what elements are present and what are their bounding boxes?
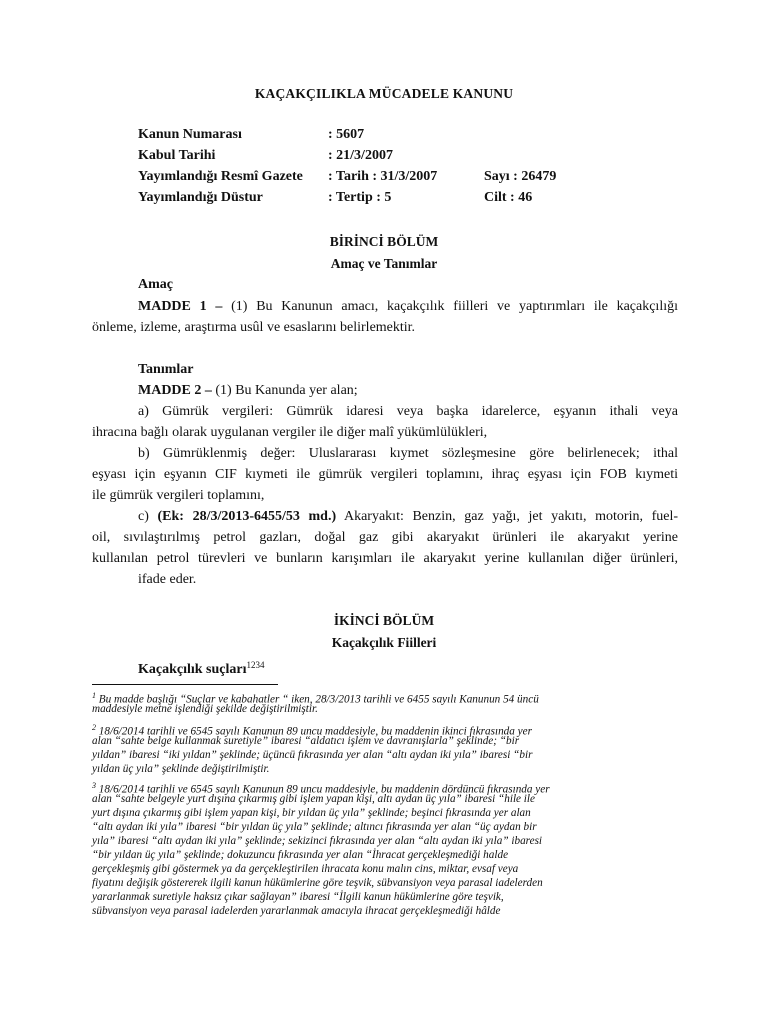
madde1-line1 (138, 296, 678, 317)
footnote-3-line3: yurt dışına çıkarmış gibi işlem yapan kişi, bir yıldan üç yıla” şeklinde; beşinci fıkrasında yer alan (92, 807, 531, 819)
definition-c-line3: kullanılan petrol türevleri ve bunların karışımları ile akaryakıt yerine kullanılan diğer ürünleri, (92, 551, 678, 566)
kacakcilik-suclari-label (138, 655, 678, 680)
dustur-label: Yayımlandığı Düstur (138, 190, 263, 205)
footnote-3-line8: fiyatını değişik göstererek ilgili kanun hükümlerine göre teşvik, sübvansiyon veya parasal iadelerden (92, 877, 543, 889)
kacakcilik-suclari-text: Kaçakçılık suçları (138, 662, 247, 677)
section1-subheading: Amaç ve Tanımlar (330, 256, 438, 271)
definition-b-line1: b) Gümrüklenmiş değer: Uluslararası kıymet sözleşmesine göre belirlenecek; ithal (138, 446, 678, 461)
definition-c-line1 (138, 506, 678, 527)
footnote-2-text1: 18/6/2014 tarihli ve 6545 sayılı Kanunun 89 uncu maddesiyle, bu maddenin ikinci fıkrasında yer (96, 725, 532, 738)
section1-heading: BİRİNCİ BÖLÜM (329, 234, 439, 249)
ifade-eder: ifade eder. (138, 572, 197, 587)
madde2-line1 (138, 380, 678, 401)
footnote-refs: 1234 (246, 660, 265, 670)
resmi-gazete-label: Yayımlandığı Resmî Gazete (138, 169, 303, 184)
footnote-2-number: 2 (92, 723, 96, 732)
footnote-3-number: 3 (92, 781, 96, 790)
footnote-3-line9: yararlanmak suretiyle haksız çıkar sağlayan” ibaresi “İlgili kanun hükümlerine göre teşvik, (92, 891, 504, 903)
footnote-2-line3: yıldan” ibaresi “iki yıldan” şeklinde; üçüncü fıkrasında yer alan “altı aydan iki yıla” ibaresi “bir (92, 749, 533, 761)
footnote-1-text1: Bu madde başlığı “Suçlar ve kabahatler “ iken, 28/3/2013 tarihli ve 6455 sayılı Kanunun 54 üncü (96, 693, 539, 706)
resmi-gazete-tarih: : Tarih : 31/3/2007 (328, 169, 438, 184)
footnote-3-line4: “altı aydan iki yıla” ibaresi “bir yıldan üç yıla” şeklinde; altıncı fıkrasında yer alan “üç aydan bir (92, 821, 537, 833)
section2-heading: İKİNCİ BÖLÜM (333, 613, 435, 628)
definition-a-line2: ihracına bağlı olarak uygulanan vergiler ile diğer malî yükümlülükleri, (92, 425, 488, 440)
madde2-label: MADDE 2 – (138, 383, 212, 398)
section2-subheading: Kaçakçılık Fiilleri (331, 635, 437, 650)
footnote-3-line7: gerçekleşmiş gibi göstermek ya da gerçekleştirilen ihracata konu malın cins, miktar, evsaf veya (92, 863, 519, 875)
definition-c-line2: oil, sıvılaştırılmış petrol gazları, doğal gaz gibi akaryakıt ürünleri ile akaryakıt yerine (92, 530, 678, 545)
madde1-label: MADDE 1 – (138, 299, 223, 314)
footnote-1-number: 1 (92, 691, 96, 700)
footnote-3-line10: sübvansiyon veya parasal iadelerden yararlanmak amacıyla ihracat gerçekleşmediği hâlde (92, 905, 501, 917)
footnote-3-line6: “bir yıldan üç yıla” şeklinde; dokuzuncu fıkrasında yer alan “İhracat gerçekleşmediği halde (92, 849, 509, 861)
footnote-2-line4: yıldan üç yıla” şeklinde değiştirilmiştir. (92, 763, 270, 775)
footnote-3-line2: alan “sahte belgeyle yurt dışına çıkarmış gibi işlem yapan kişi, altı aydan üç yıla” ibaresi “hile ile (92, 793, 535, 805)
amac-label: Amaç (138, 277, 173, 292)
madde1-text1: (1) Bu Kanunun amacı, kaçakçılık fiilleri ve yaptırımları ile kaçakçılığı (222, 299, 678, 314)
definition-b-line3: ile gümrük vergileri toplamını, (92, 488, 265, 503)
footnote-2-line2: alan “sahte belge kullanmak suretiyle” ibaresi “aldatıcı işlem ve davranışlarla” şeklinde; “bir (92, 735, 520, 747)
footnote-separator (92, 684, 278, 685)
footnote-1-line2: maddesiyle metne işlendiği şekilde değiştirilmiştir. (92, 703, 318, 715)
definition-b-line2: eşyası için eşyanın CIF kıymeti ile gümrük vergileri toplamını, ihraç eşyası için FOB kıymeti (92, 467, 678, 482)
resmi-gazete-sayi: Sayı : 26479 (484, 169, 557, 184)
kanun-numarasi-label: Kanun Numarası (138, 127, 242, 142)
tanimlar-label: Tanımlar (138, 362, 194, 377)
footnote-3-text1: 18/6/2014 tarihli ve 6545 sayılı Kanunun 89 uncu maddesiyle, bu maddenin dördüncü fıkrasında yer (96, 783, 550, 796)
madde2-text1: (1) Bu Kanunda yer alan; (211, 383, 358, 398)
definition-c-prefix: c) (138, 509, 158, 524)
dustur-cilt: Cilt : 46 (484, 190, 533, 205)
definition-c-ek: (Ek: 28/3/2013-6455/53 md.) (157, 509, 337, 524)
kanun-numarasi-value: : 5607 (328, 127, 365, 142)
definition-c-rest: Akaryakıt: Benzin, gaz yağı, jet yakıtı, motorin, fuel- (336, 509, 679, 524)
footnote-3-line5: yıla” ibaresi “altı aydan iki yıla” şeklinde; sekizinci fıkrasında yer alan “altı aydan iki yıla” ibaresi (92, 835, 543, 847)
kabul-tarihi-label: Kabul Tarihi (138, 148, 216, 163)
dustur-tertip: : Tertip : 5 (328, 190, 392, 205)
law-title: KAÇAKÇILIKLA MÜCADELE KANUNU (254, 86, 514, 101)
madde1-line2: önleme, izleme, araştırma usûl ve esaslarını belirlemektir. (92, 320, 416, 335)
kabul-tarihi-value: : 21/3/2007 (328, 148, 393, 163)
definition-a-line1: a) Gümrük vergileri: Gümrük idaresi veya başka idarelerce, eşyanın ithali veya (138, 404, 678, 419)
